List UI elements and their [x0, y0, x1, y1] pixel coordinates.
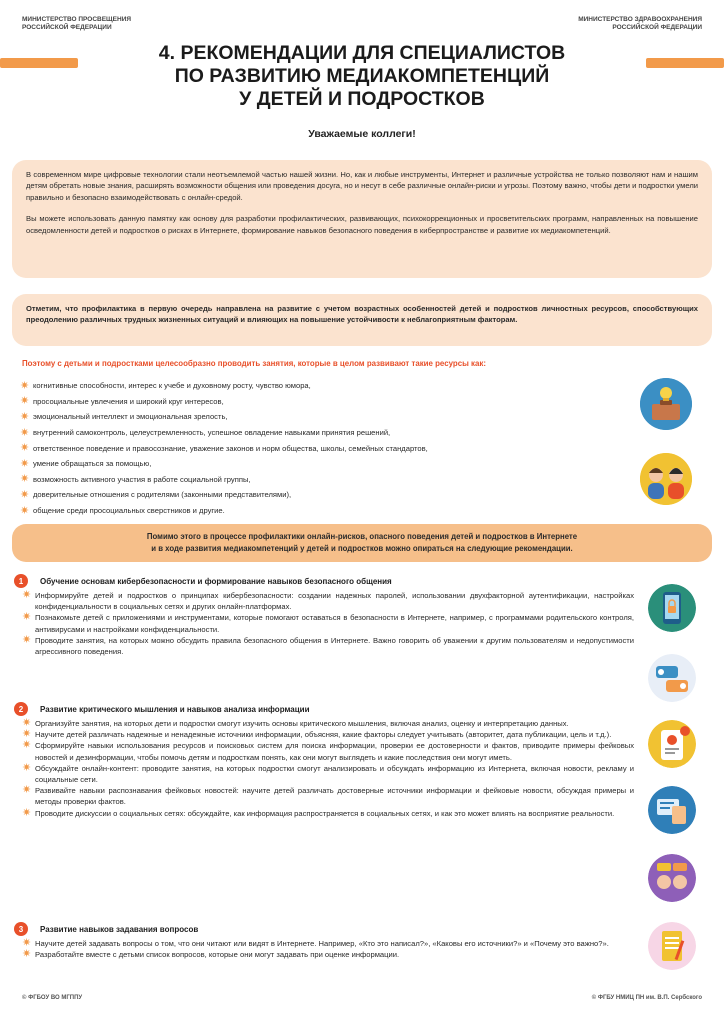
- star-bullet-icon: ✷: [22, 761, 32, 774]
- warning-profile-icon: [648, 720, 696, 768]
- star-bullet-icon: ✷: [20, 504, 30, 517]
- list-item: ✷ Проводите занятия, на которых можно обсудить правила безопасного общения в Интернете. Важно говорить об уважении к другим пользователям и недопустимости агрессивного поведения.: [22, 633, 634, 657]
- teens-group-icon: [640, 453, 692, 505]
- star-bullet-icon: ✷: [20, 488, 30, 501]
- notepad-icon: [648, 922, 696, 970]
- star-bullet-icon: ✷: [22, 937, 32, 949]
- list-item: ✷ Разработайте вместе с детьми список вопросов, которые они могут задавать при оценке информации.: [22, 948, 400, 961]
- list-item: ✷ эмоциональный интеллект и эмоциональная зрелость,: [20, 410, 228, 423]
- star-bullet-icon: ✷: [20, 379, 30, 392]
- section-number-badge: 2: [14, 702, 28, 716]
- star-bullet-icon: ✷: [22, 633, 32, 646]
- list-item: ✷ Научите детей задавать вопросы о том, что они читают или видят в Интернете. Например, «Кто это написал?», «Каковы его источники?» и «Почему это важно?».: [22, 937, 609, 949]
- list-item: ✷ общение среди просоциальных сверстников и другие.: [20, 504, 225, 517]
- ministry-left: МИНИСТЕРСТВО ПРОСВЕЩЕНИЯ РОССИЙСКОЙ ФЕДЕРАЦИИ: [22, 16, 132, 31]
- list-item: ✷ Сформируйте навыки использования ресурсов и поисковых систем для поиска информации, проверки ее достоверности и фактов, приводите примеры фейковых новостей и дезинформации, чтобы помочь детям и подросткам понять, как они могут выглядеть и какие последствия они могут иметь.: [22, 739, 634, 762]
- decor-bar-right: [646, 58, 724, 68]
- list-item: ✷ Развивайте навыки распознавания фейковых новостей: научите детей различать достоверные источники информации и фейковые новости, обсуждая примеры и методы проверки фактов.: [22, 784, 634, 807]
- decor-bar-left: [0, 58, 78, 68]
- star-bullet-icon: ✷: [22, 611, 32, 624]
- intro-box: [12, 160, 712, 278]
- list-item: ✷ когнитивные способности, интерес к учебе и духовному росту, чувство юмора,: [20, 379, 311, 392]
- section-title-text: Обучение основам кибербезопасности и формирование навыков безопасного общения: [40, 576, 392, 586]
- resources-heading: Поэтому с детьми и подростками целесообразно проводить занятия, которые в целом развивают такие ресурсы как:: [22, 359, 486, 368]
- section-2-list: [22, 718, 634, 819]
- star-bullet-icon: ✷: [20, 442, 30, 455]
- bridge-line: и в ходе развития медиакомпетенций у детей и подростков можно опираться на следующие рекомендации.: [151, 544, 573, 553]
- star-bullet-icon: ✷: [20, 473, 30, 486]
- note-box: [12, 294, 712, 346]
- list-item: ✷ Обсуждайте онлайн-контент: проводите занятия, на которых подростки смогут анализировать и обсуждать информацию из Интернета, включая новости, рекламу и социальные сети.: [22, 761, 634, 785]
- star-bullet-icon: ✷: [20, 426, 30, 439]
- star-bullet-icon: ✷: [22, 589, 32, 601]
- footer-right: © ФГБУ НМИЦ ПН им. В.П. Сербского: [591, 995, 702, 1001]
- page-title: [100, 42, 624, 111]
- section-number-badge: 3: [14, 922, 28, 936]
- star-bullet-icon: ✷: [22, 948, 32, 961]
- list-item: ✷ Проводите дискуссии о социальных сетях: обсуждайте, как информация распространяется в социальных сетях, и как это может влиять на восприятие реальности.: [22, 806, 615, 819]
- list-item: ✷ ответственное поведение и правосознание, уважение законов и норм общества, школы, семейных стандартов,: [20, 442, 428, 455]
- news-devices-icon: [648, 786, 696, 834]
- section-2-title: [14, 702, 309, 716]
- lightbulb-portfolio-icon: [640, 378, 692, 430]
- list-item: ✷ доверительные отношения с родителями (законными представителями),: [20, 488, 292, 501]
- title-line: У ДЕТЕЙ И ПОДРОСТКОВ: [239, 88, 485, 110]
- chat-profiles-icon: [648, 654, 696, 702]
- list-item: ✷ возможность активного участия в работе социальной группы,: [20, 473, 251, 486]
- intro-paragraph: В современном мире цифровые технологии стали неотъемлемой частью нашей жизни. Но, как и любые инструменты, Интернет и различные устройства не только позволяют нам и нашим детям обретать новые знания, расширять возможности общения или проведения досуга, но и несут в себе различные онлайн-риски и угрозы. Поэтому важно, чтобы дети и подростки умели правильно и безопасно взаимодействовать с онлайн-средой.: [26, 170, 698, 202]
- star-bullet-icon: ✷: [22, 728, 32, 741]
- section-3-list: [22, 938, 634, 960]
- star-bullet-icon: ✷: [20, 410, 30, 423]
- title-line: ПО РАЗВИТИЮ МЕДИАКОМПЕТЕНЦИЙ: [174, 65, 550, 87]
- section-3-title: [14, 922, 198, 936]
- section-1-title: [14, 574, 392, 588]
- section-number-badge: 1: [14, 574, 28, 588]
- star-bullet-icon: ✷: [22, 784, 32, 797]
- list-item: ✷ внутренний самоконтроль, целеустремленность, успешное овладение навыками принятия решений,: [20, 426, 391, 439]
- note-text: Отметим, что профилактика в первую очередь направлена на развитие с учетом возрастных особенностей детей и подростков личностных ресурсов, способствующих преодолению различных трудных жизненных ситуаций и влияющих на повышение устойчивости к неблагоприятным факторам.: [26, 304, 698, 325]
- list-item: ✷ Научите детей различать надежные и ненадежные источники информации, объясняя, какие факторы следует учитывать (авторитет, дата публикации, цель и т.д.).: [22, 728, 612, 741]
- ministry-right: МИНИСТЕРСТВО ЗДРАВООХРАНЕНИЯ РОССИЙСКОЙ ФЕДЕРАЦИИ: [578, 16, 702, 31]
- bridge-box: [12, 524, 712, 562]
- section-title-text: Развитие критического мышления и навыков анализа информации: [40, 704, 310, 714]
- star-bullet-icon: ✷: [20, 395, 30, 408]
- people-chat-icon: [648, 854, 696, 902]
- section-1-list: [22, 590, 634, 657]
- resources-list: [20, 378, 620, 518]
- star-bullet-icon: ✷: [20, 457, 30, 470]
- greeting: Уважаемые коллеги!: [308, 128, 416, 140]
- list-item: ✷ умение обращаться за помощью,: [20, 457, 152, 470]
- list-item: ✷ Информируйте детей и подростков о принципах кибербезопасности: создании надежных паролей, использовании двухфакторной аутентификации, настройках конфиденциальности в социальных сетях и других онлайн-платформах.: [22, 589, 634, 612]
- list-item: ✷ просоциальные увлечения и широкий круг интересов,: [20, 395, 224, 408]
- star-bullet-icon: ✷: [22, 739, 32, 752]
- list-item: ✷ Познакомьте детей с приложениями и инструментами, которые помогают оставаться в безопасности в Интернете, например, с программами родительского контроля, антивирусами и настройками конфиденциальности.: [22, 611, 634, 634]
- title-line: 4. РЕКОМЕНДАЦИИ ДЛЯ СПЕЦИАЛИСТОВ: [158, 42, 566, 64]
- intro-paragraph: Вы можете использовать данную памятку как основу для разработки профилактических, развивающих, психокоррекционных и просветительских программ, направленных на повышение осведомленности детей и подростков о рисках в Интернете, формирование навыков безопасного поведения в киберпространстве и развитие их медиакомпетенций.: [26, 214, 698, 235]
- phone-lock-icon: [648, 584, 696, 632]
- list-item: ✷ Организуйте занятия, на которых дети и подростки смогут изучить основы критического мышления, включая анализ, оценку и интерпретацию данных.: [22, 717, 569, 729]
- star-bullet-icon: ✷: [22, 717, 32, 729]
- star-bullet-icon: ✷: [22, 806, 32, 819]
- section-title-text: Развитие навыков задавания вопросов: [40, 924, 199, 934]
- footer-left: © ФГБОУ ВО МГППУ: [22, 995, 83, 1001]
- bridge-line: Помимо этого в процессе профилактики онлайн-рисков, опасного поведения детей и подростков в Интернете: [146, 532, 578, 541]
